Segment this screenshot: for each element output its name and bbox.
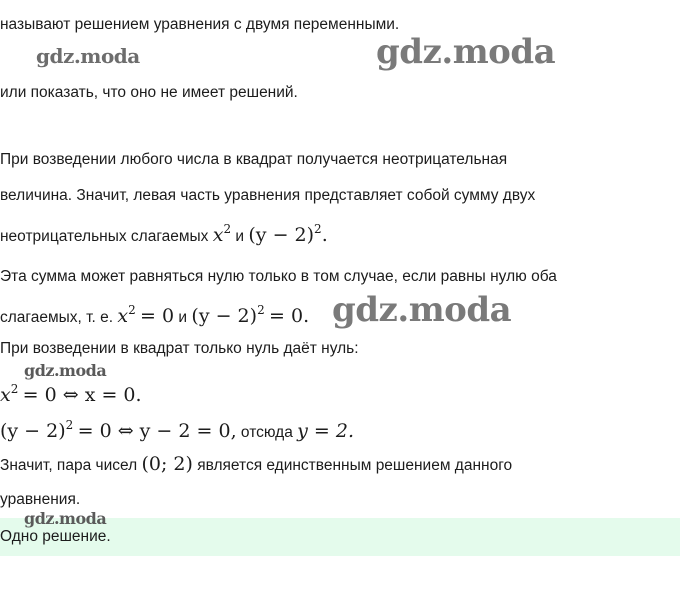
math-x: x — [0, 384, 11, 407]
math-x: x — [212, 224, 224, 247]
text-line-11 — [0, 454, 512, 476]
watermark-logo: gdz.moda — [376, 32, 556, 72]
math-exponent: 2 — [314, 222, 322, 236]
watermark-logo: gdz.moda — [332, 290, 512, 330]
math-pair: (0; 2) — [141, 453, 193, 475]
math-eq-zero: = 0. — [269, 305, 310, 328]
math-y-minus-2: (y − 2) — [0, 420, 66, 443]
math-equivalence-2: = 0 ⇔ y − 2 = 0, — [77, 420, 237, 443]
text-and: и — [235, 228, 245, 246]
watermark-logo: gdz.moda — [36, 44, 140, 68]
math-exponent: 2 — [65, 418, 74, 432]
watermark-logo: gdz.moda — [24, 361, 107, 380]
math-period: . — [321, 224, 328, 247]
text-line-3: При возведении любого числа в квадрат получается неотрицательная — [0, 151, 508, 168]
text-line-8: При возведении в квадрат только нуль даёт нуль: — [0, 340, 359, 357]
math-x: x — [117, 305, 129, 328]
text-line-5 — [0, 221, 328, 247]
text-line-12: уравнения. — [0, 491, 81, 508]
text-line-7 — [0, 302, 309, 328]
text-fragment: является единственным решением данного — [197, 457, 513, 474]
text-fragment: неотрицательных слагаемых — [0, 228, 209, 246]
text-fragment: Значит, пара чисел — [0, 457, 138, 474]
answer-block — [0, 518, 680, 556]
math-eq-zero: = 0 — [140, 305, 175, 328]
watermark-logo: gdz.moda — [24, 509, 107, 528]
math-y-minus-2: (y − 2) — [248, 224, 315, 247]
text-hence: отсюда — [240, 424, 293, 442]
math-equivalence-1: = 0 ⇔ x = 0. — [22, 384, 142, 407]
math-exponent: 2 — [223, 222, 232, 236]
text-fragment: слагаемых, т. е. — [0, 309, 114, 327]
text-line-4: величина. Значит, левая часть уравнения представляет собой сумму двух — [0, 187, 536, 204]
math-exponent: 2 — [257, 303, 265, 317]
math-exponent: 2 — [128, 303, 136, 317]
math-line-1 — [0, 381, 142, 407]
math-exponent: 2 — [10, 382, 19, 396]
text-line-6: Эта сумма может равняться нулю только в том случае, если равны нулю оба — [0, 268, 557, 285]
text-line-2: или показать, что оно не имеет решений. — [0, 84, 298, 101]
text-line-1: называют решением уравнения с двумя переменными. — [0, 16, 400, 33]
math-y-minus-2: (y − 2) — [191, 305, 258, 328]
math-y-equals: y = 2. — [297, 420, 355, 443]
text-and: и — [178, 309, 188, 327]
math-line-2 — [0, 417, 354, 443]
answer-text: Одно решение. — [0, 528, 111, 545]
